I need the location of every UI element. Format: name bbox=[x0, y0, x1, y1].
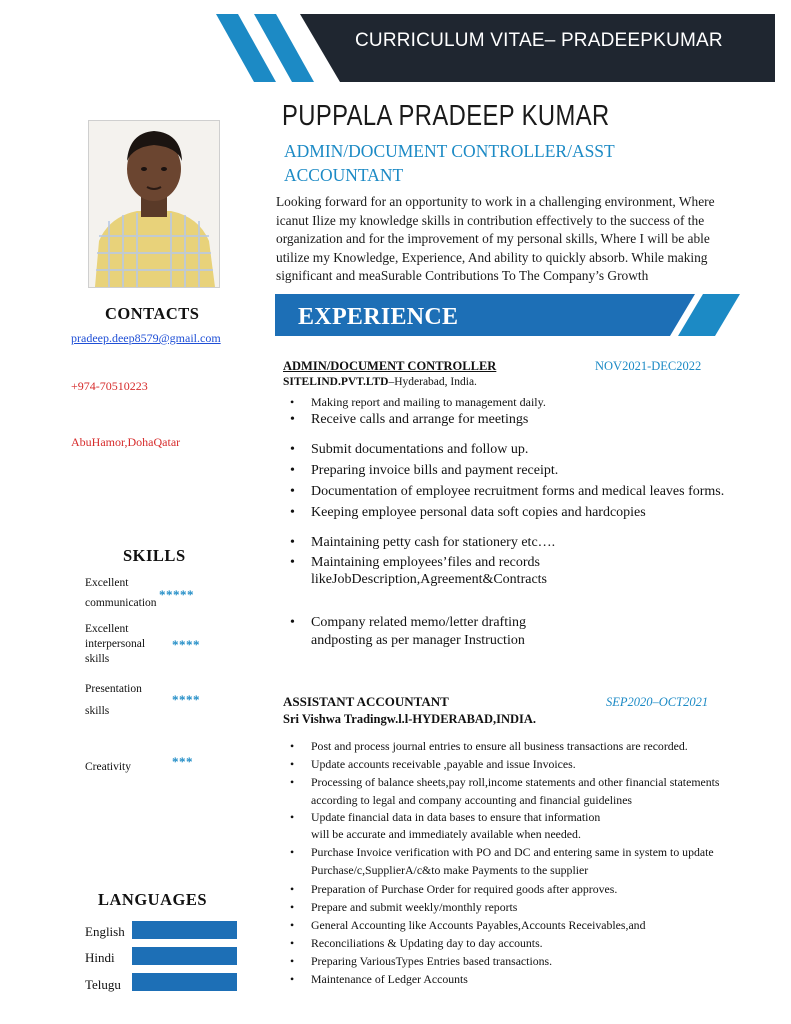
profile-photo bbox=[88, 120, 220, 288]
skill-label: Excellent interpersonal skills bbox=[85, 623, 146, 665]
list-item: • Submit documentations and follow up. bbox=[284, 440, 754, 460]
header-banner-text: CURRICULUM VITAE– PRADEEPKUMAR bbox=[355, 30, 723, 51]
address: AbuHamor,DohaQatar bbox=[71, 435, 181, 449]
list-item: • Purchase Invoice verification with PO and DC and entering same in system to update Purchase/c,SupplierA/c&to make Payments to the supplier bbox=[284, 843, 736, 879]
job-dates: NOV2021-DEC2022 bbox=[595, 359, 702, 373]
language-level-bar bbox=[132, 947, 237, 965]
list-item: • Keeping employee personal data soft copies and hardcopies bbox=[284, 503, 754, 523]
list-item: • Preparation of Purchase Order for required goods after approves. bbox=[284, 880, 754, 898]
list-item: • Processing of balance sheets,pay roll,income statements and other financial statements according to legal and company accounting and financial guidelines bbox=[284, 773, 731, 809]
language-level-bar bbox=[132, 921, 237, 939]
skill-stars: **** bbox=[172, 692, 200, 707]
skill-label: Excellent communication bbox=[85, 577, 157, 609]
list-item: • Prepare and submit weekly/monthly reports bbox=[284, 898, 754, 916]
job-title: ASSISTANT ACCOUNTANT bbox=[283, 694, 449, 709]
list-item: • General Accounting like Accounts Payables,Accounts Receivables,and bbox=[284, 916, 754, 934]
list-item: • Update financial data in data bases to ensure that information will be accurate and immediately available when needed. bbox=[284, 809, 601, 843]
career-objective: Looking forward for an opportunity to work in a challenging environment, Where icanut Ilize my knowledge skills in contribution effectively to the success of the organization and for the improvement of my personal skills, Where I will be able utilize my Knowledge, Experience, And ability to quickly absorb. While making significant and meaSurable Contributions To The Company’s Growth bbox=[276, 194, 715, 284]
phone-number: +974-70510223 bbox=[71, 379, 148, 393]
list-item: • Receive calls and arrange for meetings bbox=[284, 410, 754, 430]
candidate-role: ADMIN/DOCUMENT CONTROLLER/ASST ACCOUNTANT bbox=[284, 141, 615, 185]
experience-heading: EXPERIENCE bbox=[298, 304, 459, 330]
list-item: • Post and process journal entries to ensure all business transactions are recorded. bbox=[284, 737, 754, 755]
skill-stars: ***** bbox=[159, 587, 194, 602]
list-item: • Company related memo/letter drafting andposting as per manager Instruction bbox=[284, 614, 571, 650]
language-label: Hindi bbox=[85, 950, 115, 965]
list-item: • Documentation of employee recruitment forms and medical leaves forms. bbox=[284, 482, 754, 502]
job-dates: SEP2020–OCT2021 bbox=[606, 695, 709, 709]
list-item: • Maintaining employees’files and records likeJobDescription,Agreement&Contracts bbox=[284, 554, 571, 588]
skills-heading: SKILLS bbox=[123, 546, 186, 565]
email-link[interactable]: pradeep.deep8579@gmail.com bbox=[71, 331, 221, 345]
language-label: English bbox=[85, 924, 125, 939]
list-item: • Update accounts receivable ,payable and issue Invoices. bbox=[284, 755, 754, 773]
company-location: –Hyderabad, India. bbox=[388, 376, 477, 388]
skill-stars: **** bbox=[172, 637, 200, 652]
job-company bbox=[283, 376, 477, 388]
list-item: • Maintenance of Ledger Accounts bbox=[284, 970, 754, 988]
languages-heading: LANGUAGES bbox=[98, 890, 208, 909]
list-item: • Preparing VariousTypes Entries based transactions. bbox=[284, 952, 754, 970]
skill-stars: *** bbox=[172, 754, 193, 769]
list-item: • Reconciliations & Updating day to day accounts. bbox=[284, 934, 754, 952]
candidate-name: PUPPALA PRADEEP KUMAR bbox=[282, 100, 610, 132]
job-duties-list bbox=[284, 737, 754, 988]
skill-label: Presentation skills bbox=[85, 683, 142, 717]
language-label: Telugu bbox=[85, 977, 121, 992]
contacts-heading: CONTACTS bbox=[105, 304, 200, 323]
company-name: SITELIND.PVT.LTD bbox=[283, 376, 389, 388]
skill-label: Creativity bbox=[85, 761, 131, 773]
list-item: • Maintaining petty cash for stationery etc…. bbox=[284, 533, 754, 553]
list-item: • Preparing invoice bills and payment receipt. bbox=[284, 461, 754, 481]
job-company: Sri Vishwa Tradingw.l.l-HYDERABAD,INDIA. bbox=[283, 712, 537, 726]
job-title: ADMIN/DOCUMENT CONTROLLER bbox=[283, 359, 497, 373]
language-level-bar bbox=[132, 973, 237, 991]
job-duties-list bbox=[284, 394, 754, 650]
list-item: • Making report and mailing to management daily. bbox=[284, 394, 754, 410]
